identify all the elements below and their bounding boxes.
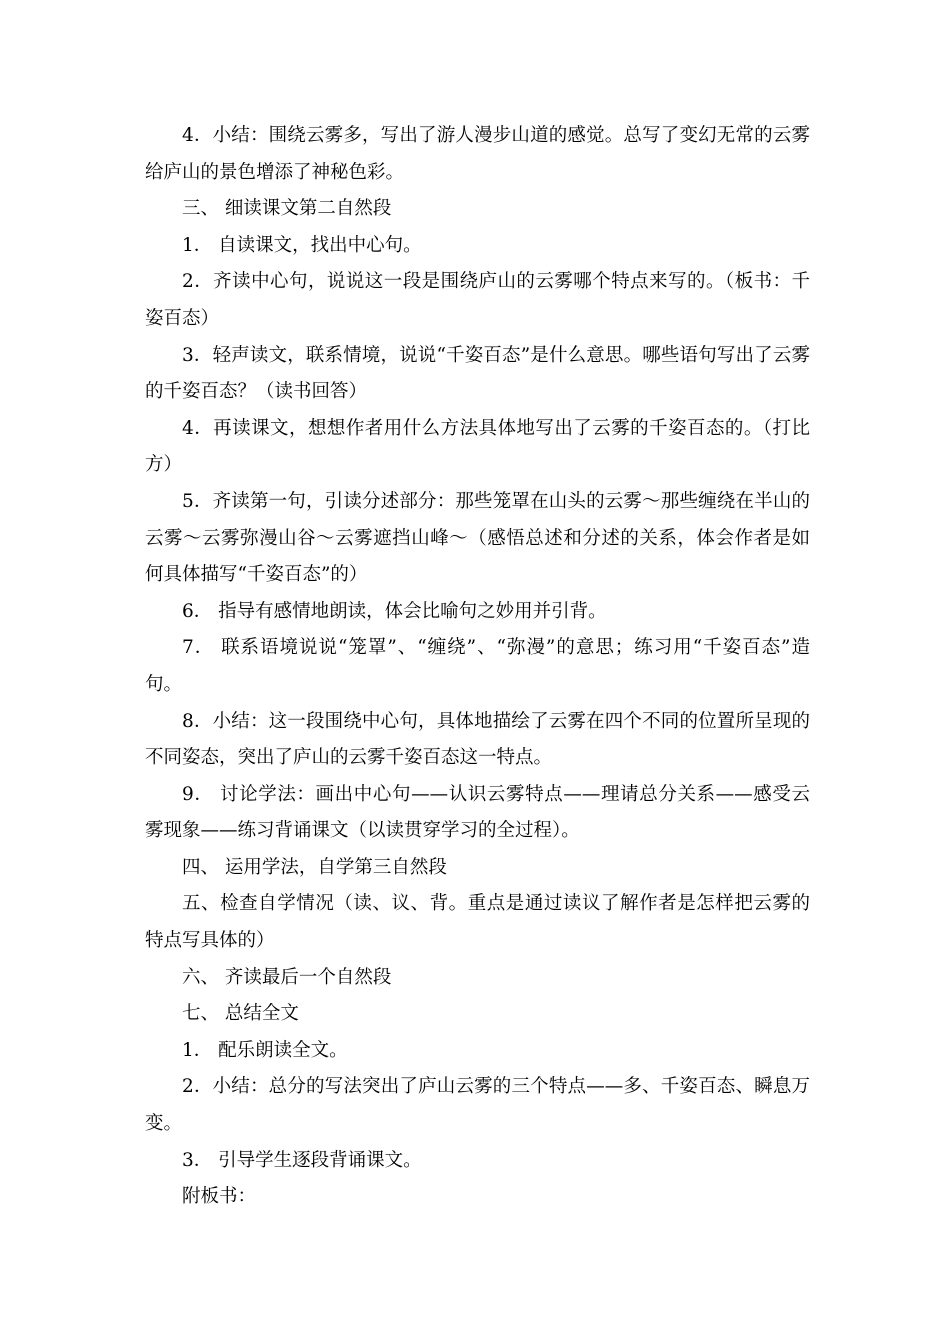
list-item: 3． 引导学生逐段背诵课文。 <box>182 1149 422 1171</box>
list-item: 1． 自读课文，找出中心句。 <box>182 234 422 256</box>
section-heading-7: 七、 总结全文 <box>182 1003 299 1025</box>
section-heading-4: 四、 运用学法，自学第三自然段 <box>182 856 447 878</box>
section-heading-5: 五、检查自学情况（读、议、背。重点是通过读议了解作者是怎样把云雾的特点写具体的） <box>145 893 810 952</box>
section-heading-3: 三、 细读课文第二自然段 <box>182 198 392 220</box>
list-item: 7． 联系语境说说“笼罩”、“缠绕”、“弥漫”的意思；练习用“千姿百态”造句。 <box>145 637 810 695</box>
board-notes-label: 附板书： <box>182 1186 257 1208</box>
list-item: 1． 配乐朗读全文。 <box>182 1039 348 1061</box>
list-item: 9． 讨论学法：画出中心句——认识云雾特点——理请总分关系——感受云雾现象——练习背诵课文（以读贯穿学习的全过程）。 <box>145 783 810 842</box>
document-body <box>145 118 810 1216</box>
list-item: 6． 指导有感情地朗读，体会比喻句之妙用并引背。 <box>182 600 607 622</box>
list-item: 2．小结：总分的写法突出了庐山云雾的三个特点——多、千姿百态、瞬息万变。 <box>145 1076 810 1135</box>
section-heading-6: 六、 齐读最后一个自然段 <box>182 966 392 988</box>
list-item: 2．齐读中心句，说说这一段是围绕庐山的云雾哪个特点来写的。（板书：千姿百态） <box>145 271 810 329</box>
list-item: 5．齐读第一句，引读分述部分：那些笼罩在山头的云雾～那些缠绕在半山的云雾～云雾弥漫山谷～云雾遮挡山峰～（感悟总述和分述的关系，体会作者是如何具体描写“千姿百态”的） <box>145 490 810 586</box>
paragraph-summary-1: 4．小结：围绕云雾多，写出了游人漫步山道的感觉。总写了变幻无常的云雾给庐山的景色增添了神秘色彩。 <box>145 125 810 183</box>
list-item: 4．再读课文，想想作者用什么方法具体地写出了云雾的千姿百态的。（打比方） <box>145 417 810 476</box>
list-item: 3．轻声读文，联系情境，说说“千姿百态”是什么意思。哪些语句写出了云雾的千姿百态？（读书回答） <box>145 344 810 403</box>
list-item: 8．小结：这一段围绕中心句，具体地描绘了云雾在四个不同的位置所呈现的不同姿态，突出了庐山的云雾千姿百态这一特点。 <box>145 710 810 769</box>
